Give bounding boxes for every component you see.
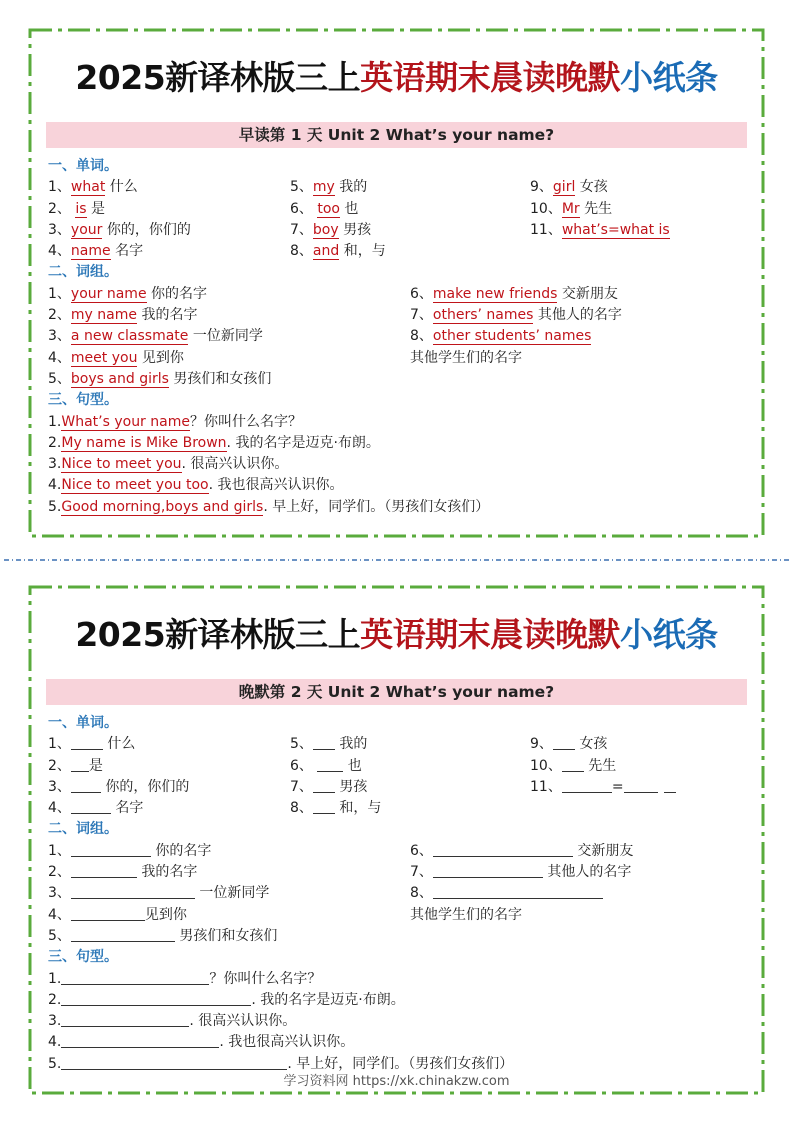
phrase-item bbox=[410, 841, 633, 862]
item-chinese: . 我也很高兴认识你。 bbox=[219, 1034, 355, 1051]
word-item bbox=[48, 177, 138, 198]
answer-blank bbox=[71, 863, 137, 878]
section-heading-words: 一、单词。 bbox=[48, 715, 118, 731]
item-chinese: 名字 bbox=[110, 243, 144, 260]
answer-text: my bbox=[312, 179, 335, 196]
phrase-row bbox=[48, 348, 748, 369]
answer-text: what bbox=[70, 179, 106, 196]
item-chinese: . 很高兴认识你。 bbox=[181, 456, 289, 473]
item-number: 2、 bbox=[48, 757, 71, 774]
phrase-row bbox=[48, 284, 748, 305]
phrase-row bbox=[48, 305, 748, 326]
section-heading-sentences: 三、句型。 bbox=[48, 392, 118, 409]
item-chinese: 你的名字 bbox=[150, 842, 212, 859]
item-number: 10、 bbox=[530, 200, 562, 217]
answer-blank bbox=[317, 757, 343, 772]
item-number: 3. bbox=[48, 456, 62, 473]
item-chinese: 你的，你们的 bbox=[102, 221, 191, 238]
answer-text: My name is Mike Brown bbox=[61, 434, 227, 451]
item-number: 6、 bbox=[410, 842, 433, 859]
word-item bbox=[530, 777, 676, 798]
answer-blank bbox=[71, 799, 111, 814]
item-chinese: 我的 bbox=[334, 179, 368, 196]
phrase-row bbox=[48, 326, 748, 347]
item-chinese: 其他人的名字 bbox=[533, 307, 622, 324]
phrase-item bbox=[48, 883, 269, 904]
sentence-row bbox=[48, 433, 748, 454]
morning-reading-card bbox=[28, 28, 765, 538]
answer-text: other students’ names bbox=[432, 328, 592, 345]
item-number: 6、 bbox=[290, 200, 318, 217]
word-row bbox=[48, 220, 748, 241]
section-row bbox=[48, 156, 748, 177]
answer-text: name bbox=[70, 243, 111, 260]
section-heading-phrases: 二、词组。 bbox=[48, 821, 118, 838]
item-chinese: . 我的名字是迈克·布朗。 bbox=[251, 991, 405, 1008]
cut-line bbox=[0, 558, 793, 562]
page-title bbox=[28, 609, 765, 656]
item-chinese: 和，与 bbox=[339, 243, 386, 260]
item-number: 8、 bbox=[410, 885, 433, 902]
item-number: 5、 bbox=[48, 370, 71, 387]
item-chinese: = bbox=[611, 778, 624, 795]
answer-blank bbox=[313, 799, 335, 814]
item-number: 5、 bbox=[48, 927, 71, 944]
answer-blank bbox=[433, 863, 543, 878]
section-heading-words: 一、单词。 bbox=[48, 158, 118, 174]
word-item bbox=[290, 241, 386, 262]
sentence-row bbox=[48, 1032, 748, 1053]
item-chinese: 其他学生们的名字 bbox=[410, 349, 522, 366]
item-number: 3、 bbox=[48, 221, 71, 238]
word-item bbox=[48, 199, 105, 220]
item-chinese: 我的名字 bbox=[137, 307, 198, 324]
word-row bbox=[48, 199, 748, 220]
answer-blank bbox=[71, 884, 195, 899]
word-row bbox=[48, 756, 748, 777]
answer-blank bbox=[61, 1012, 189, 1027]
word-item bbox=[290, 734, 367, 755]
item-number: 9、 bbox=[530, 179, 553, 196]
sentence-row bbox=[48, 990, 748, 1011]
answer-text: boys and girls bbox=[70, 370, 169, 387]
answer-text: Mr bbox=[561, 200, 580, 217]
answer-blank bbox=[562, 778, 612, 793]
title-red-part: 英语期末晨读晚默 bbox=[360, 615, 621, 654]
phrase-item bbox=[410, 326, 591, 347]
answer-blank bbox=[313, 735, 335, 750]
item-chinese: . 我也很高兴认识你。 bbox=[208, 477, 344, 494]
item-number: 1、 bbox=[48, 736, 71, 753]
item-number: 8、 bbox=[290, 800, 313, 817]
item-number: 7、 bbox=[410, 864, 433, 881]
answer-text: girl bbox=[552, 179, 576, 196]
section-heading-phrases: 二、词组。 bbox=[48, 264, 118, 281]
item-chinese: 交新朋友 bbox=[572, 842, 634, 859]
item-chinese: 是 bbox=[88, 757, 103, 774]
item-chinese: 其他人的名字 bbox=[542, 864, 632, 881]
word-item bbox=[290, 177, 367, 198]
answer-blank bbox=[71, 906, 145, 921]
phrase-row bbox=[48, 905, 748, 926]
evening-dictation-card bbox=[28, 585, 765, 1095]
word-item bbox=[48, 756, 103, 777]
answer-text: and bbox=[312, 243, 340, 260]
item-chinese: . 早上好，同学们。（男孩们女孩们） bbox=[263, 498, 490, 515]
answer-blank bbox=[433, 884, 603, 899]
word-row bbox=[48, 177, 748, 198]
title-black-part: 2025新译林版三上 bbox=[75, 615, 361, 654]
phrase-row bbox=[48, 841, 748, 862]
item-number: 2、 bbox=[48, 200, 76, 217]
answer-text: my name bbox=[70, 307, 137, 324]
item-chinese: ？你叫什么名字？ bbox=[189, 413, 302, 430]
item-chinese: 先生 bbox=[583, 757, 617, 774]
word-item bbox=[530, 177, 608, 198]
word-row bbox=[48, 734, 748, 755]
word-item bbox=[530, 734, 607, 755]
item-chinese: 你的，你们的 bbox=[100, 778, 190, 795]
title-red-part: 英语期末晨读晚默 bbox=[360, 58, 621, 97]
phrase-item bbox=[48, 369, 271, 390]
phrase-item bbox=[48, 905, 187, 926]
phrase-item bbox=[48, 841, 211, 862]
word-item bbox=[290, 798, 381, 819]
sentence-row bbox=[48, 475, 748, 496]
word-item bbox=[530, 756, 616, 777]
item-chinese: . 我的名字是迈克·布朗。 bbox=[226, 434, 380, 451]
day-banner: 晚默第 2 天 Unit 2 What’s your name? bbox=[46, 679, 747, 705]
section-row bbox=[48, 262, 748, 283]
item-number: 4、 bbox=[48, 906, 71, 923]
item-chinese: 男孩们和女孩们 bbox=[168, 370, 272, 387]
phrase-item bbox=[410, 284, 618, 305]
day-banner: 早读第 1 天 Unit 2 What’s your name? bbox=[46, 122, 747, 148]
phrase-item bbox=[48, 862, 197, 883]
item-chinese: 我的 bbox=[334, 736, 368, 753]
item-number: 7、 bbox=[290, 778, 313, 795]
phrase-row bbox=[48, 926, 748, 947]
item-chinese: 见到你 bbox=[137, 349, 184, 366]
phrase-item bbox=[410, 883, 603, 904]
item-chinese: 你的名字 bbox=[146, 285, 208, 302]
phrase-row bbox=[48, 862, 748, 883]
word-item bbox=[290, 220, 371, 241]
item-chinese: 男孩 bbox=[334, 778, 368, 795]
footer-watermark: 学习资料网 https://xk.chinakzw.com bbox=[283, 1074, 510, 1089]
item-number: 6、 bbox=[410, 285, 433, 302]
item-chinese: . 早上好，同学们。（男孩们女孩们） bbox=[287, 1055, 514, 1072]
word-row bbox=[48, 798, 748, 819]
item-number: 4. bbox=[48, 477, 62, 494]
item-number: 5. bbox=[48, 1055, 62, 1072]
sentence-row bbox=[48, 969, 748, 990]
word-row bbox=[48, 241, 748, 262]
answer-blank bbox=[61, 991, 251, 1006]
word-item bbox=[48, 777, 189, 798]
answer-blank bbox=[71, 927, 175, 942]
answer-blank bbox=[553, 735, 575, 750]
item-number: 2、 bbox=[48, 307, 71, 324]
answer-text: Good morning,boys and girls bbox=[61, 498, 264, 515]
word-item bbox=[290, 777, 367, 798]
item-number: 11、 bbox=[530, 778, 562, 795]
item-number: 3、 bbox=[48, 778, 71, 795]
item-chinese: 见到你 bbox=[144, 906, 187, 923]
answer-blank bbox=[71, 757, 89, 772]
item-number: 3、 bbox=[48, 328, 71, 345]
answer-text: What’s your name bbox=[61, 413, 190, 430]
item-number: 3、 bbox=[48, 885, 71, 902]
phrase-item bbox=[410, 305, 622, 326]
word-item bbox=[48, 798, 143, 819]
sentence-row bbox=[48, 1011, 748, 1032]
item-chinese: 和，与 bbox=[334, 800, 382, 817]
title-blue-part: 小纸条 bbox=[620, 615, 718, 654]
phrase-item bbox=[48, 326, 263, 347]
answer-blank bbox=[61, 970, 209, 985]
item-number: 4、 bbox=[48, 243, 71, 260]
phrase-item bbox=[48, 926, 277, 947]
item-number: 10、 bbox=[530, 757, 562, 774]
answer-text: Nice to meet you too bbox=[61, 477, 209, 494]
item-number: 8、 bbox=[410, 328, 433, 345]
section-row bbox=[48, 819, 748, 840]
word-item bbox=[48, 734, 135, 755]
item-chinese: . 很高兴认识你。 bbox=[189, 1013, 297, 1030]
item-number: 2、 bbox=[48, 864, 71, 881]
answer-text: is bbox=[75, 200, 87, 217]
item-chinese: 什么 bbox=[105, 179, 138, 196]
answer-text: your bbox=[70, 221, 103, 238]
answer-text: others’ names bbox=[432, 307, 534, 324]
item-chinese: 也 bbox=[343, 757, 362, 774]
item-chinese: ？你叫什么名字？ bbox=[209, 970, 322, 987]
phrase-item bbox=[48, 284, 207, 305]
item-chinese: 女孩 bbox=[574, 736, 608, 753]
item-chinese: 女孩 bbox=[575, 179, 608, 196]
item-chinese: 交新朋友 bbox=[557, 285, 618, 302]
answer-blank bbox=[71, 735, 103, 750]
item-number: 6、 bbox=[290, 757, 318, 774]
item-chinese: 名字 bbox=[110, 800, 144, 817]
item-chinese: 也 bbox=[339, 200, 359, 217]
answer-blank bbox=[562, 757, 584, 772]
word-item bbox=[530, 199, 612, 220]
worksheet-content bbox=[48, 713, 748, 1075]
item-chinese: 男孩们和女孩们 bbox=[174, 927, 278, 944]
phrase-item bbox=[410, 862, 631, 883]
section-row bbox=[48, 390, 748, 411]
item-chinese: 其他学生们的名字 bbox=[410, 906, 522, 923]
item-number: 2. bbox=[48, 991, 62, 1008]
answer-blank bbox=[71, 842, 151, 857]
item-number: 1、 bbox=[48, 179, 71, 196]
word-item bbox=[290, 756, 362, 777]
phrase-item bbox=[410, 905, 522, 926]
item-number: 1、 bbox=[48, 285, 71, 302]
item-number: 5、 bbox=[290, 736, 313, 753]
item-chinese: 什么 bbox=[102, 736, 136, 753]
phrase-row bbox=[48, 883, 748, 904]
item-chinese: 一位新同学 bbox=[188, 328, 263, 345]
item-number: 7、 bbox=[290, 221, 313, 238]
answer-text: your name bbox=[70, 285, 147, 302]
title-black-part: 2025新译林版三上 bbox=[75, 58, 361, 97]
word-item bbox=[290, 199, 358, 220]
answer-text: make new friends bbox=[432, 285, 558, 302]
item-chinese: 男孩 bbox=[338, 221, 372, 238]
item-number: 8、 bbox=[290, 243, 313, 260]
answer-blank bbox=[664, 778, 676, 793]
phrase-item bbox=[48, 348, 184, 369]
item-number: 5、 bbox=[290, 179, 313, 196]
phrase-item bbox=[410, 348, 522, 369]
word-row bbox=[48, 777, 748, 798]
answer-text: meet you bbox=[70, 349, 138, 366]
item-number: 2. bbox=[48, 434, 62, 451]
item-chinese: 一位新同学 bbox=[194, 885, 270, 902]
sentence-row bbox=[48, 497, 748, 518]
answer-text: what’s=what is bbox=[561, 221, 670, 238]
item-number: 1、 bbox=[48, 842, 71, 859]
answer-blank bbox=[71, 778, 101, 793]
section-row bbox=[48, 947, 748, 968]
item-number: 4. bbox=[48, 1034, 62, 1051]
item-number: 1. bbox=[48, 970, 62, 987]
answer-text: too bbox=[317, 200, 340, 217]
section-row bbox=[48, 713, 748, 734]
word-item bbox=[48, 220, 191, 241]
title-blue-part: 小纸条 bbox=[620, 58, 718, 97]
answer-text: a new classmate bbox=[70, 328, 189, 345]
item-chinese: 我的名字 bbox=[136, 864, 198, 881]
sentence-row bbox=[48, 454, 748, 475]
item-number: 3. bbox=[48, 1013, 62, 1030]
word-item bbox=[530, 220, 670, 241]
answer-blank bbox=[61, 1033, 219, 1048]
item-number: 1. bbox=[48, 413, 62, 430]
item-chinese: 是 bbox=[86, 200, 105, 217]
item-number: 5. bbox=[48, 498, 62, 515]
item-number: 7、 bbox=[410, 307, 433, 324]
item-number: 4、 bbox=[48, 349, 71, 366]
item-chinese: 先生 bbox=[579, 200, 613, 217]
sentence-row bbox=[48, 412, 748, 433]
item-number: 9、 bbox=[530, 736, 553, 753]
item-number: 11、 bbox=[530, 221, 562, 238]
item-number: 4、 bbox=[48, 800, 71, 817]
answer-blank bbox=[313, 778, 335, 793]
phrase-item bbox=[48, 305, 197, 326]
phrase-row bbox=[48, 369, 748, 390]
answer-blank bbox=[433, 842, 573, 857]
section-heading-sentences: 三、句型。 bbox=[48, 949, 118, 966]
page-title bbox=[28, 52, 765, 99]
worksheet-content bbox=[48, 156, 748, 518]
answer-blank bbox=[624, 778, 658, 793]
answer-blank bbox=[61, 1055, 287, 1070]
answer-text: Nice to meet you bbox=[61, 456, 182, 473]
word-item bbox=[48, 241, 143, 262]
answer-text: boy bbox=[312, 221, 339, 238]
